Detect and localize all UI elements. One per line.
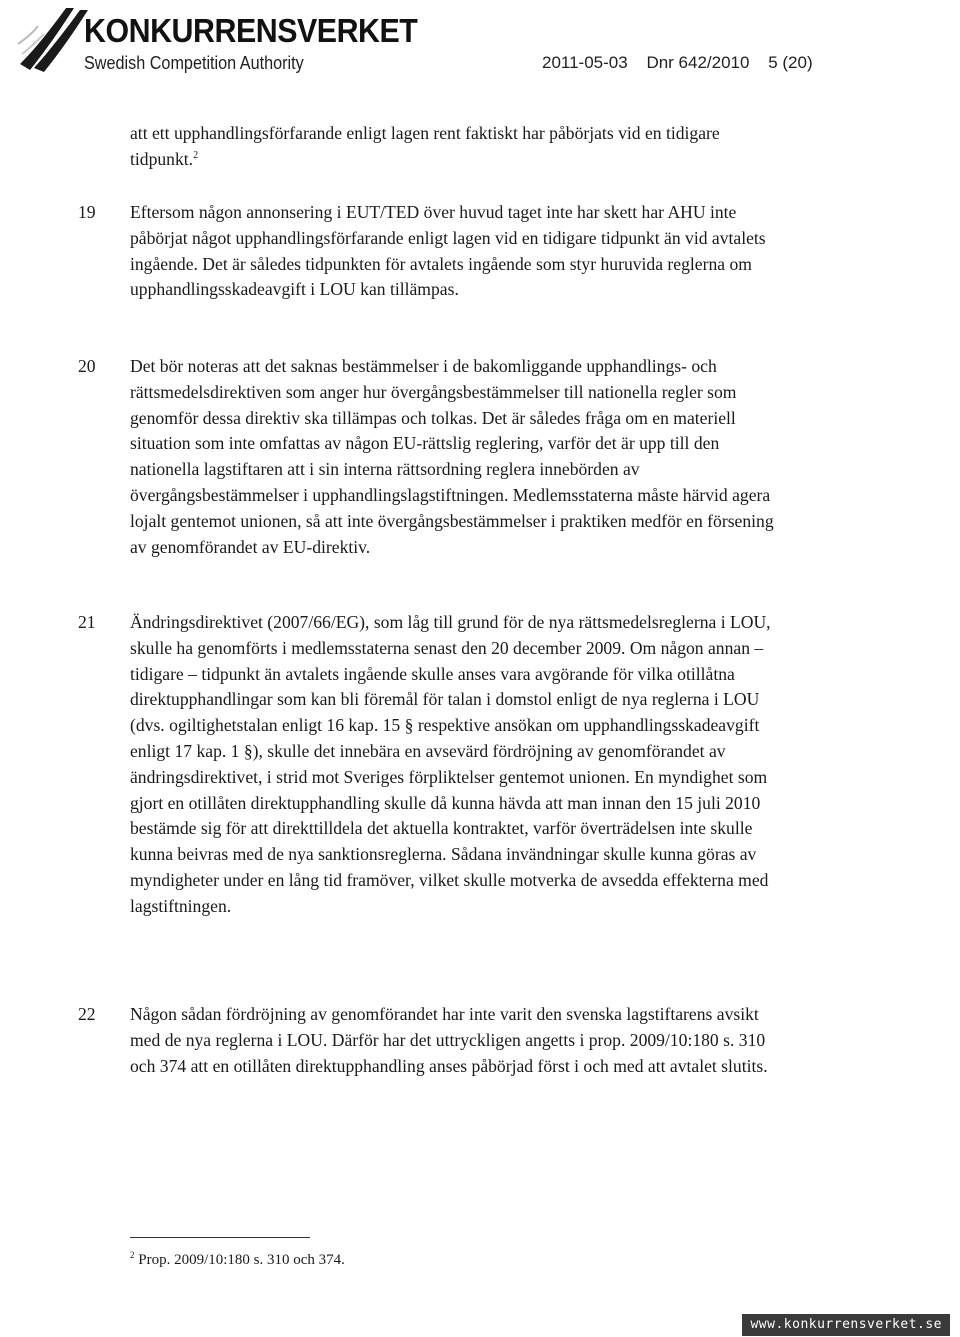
document-meta	[542, 54, 813, 71]
page-indicator: 5 (20)	[768, 53, 813, 72]
website-link[interactable]: www.konkurrensverket.se	[742, 1314, 950, 1336]
footnote-reference: 2	[193, 149, 199, 161]
organization-subtitle: Swedish Competition Authority	[84, 53, 304, 73]
footnote	[130, 1250, 345, 1270]
footnote-divider	[130, 1237, 310, 1238]
footnote-text: Prop. 2009/10:180 s. 310 och 374.	[138, 1252, 345, 1268]
paragraph-number: 20	[78, 356, 96, 376]
paragraph-20: Det bör noteras att det saknas bestämmelser i de bakomliggande upphandlings- och rättsmedelsdirektiven som anger hur övergångsbestämmelser till nationella regler som genomför dessa direktiv ska tillämpas och tolkas. Det är således fråga om en materiell situation som inte omfattas av någon EU-rättslig reglering, varför det är upp till den nationella lagstiftaren att i sin interna rättsordning reglera innebörden av övergångsbestämmelser i upphandlingslagstiftningen. Medlemsstaterna måste härvid agera lojalt gentemot unionen, så att inte övergångsbestämmelser i praktiken medför en försening av genomförandet av EU-direktiv.	[130, 356, 774, 557]
paragraph-22: Någon sådan fördröjning av genomförandet har inte varit den svenska lagstiftarens avsikt med de nya reglerna i LOU. Därför har det uttryckligen angetts i prop. 2009/10:180 s. 310 och 374 att en otillåten direktupphandling anses påbörjad först i och med att avtalet slutits.	[130, 1004, 768, 1076]
organization-name: KONKURRENSVERKET	[84, 12, 418, 49]
paragraph-continuation	[130, 121, 790, 173]
paragraph-text: att ett upphandlingsförfarande enligt lagen rent faktiskt har påbörjats vid en tidigare tidpunkt.	[130, 123, 720, 169]
footnote-number: 2	[130, 1250, 135, 1260]
paragraph-number: 22	[78, 1004, 96, 1024]
document-dnr: Dnr 642/2010	[646, 53, 750, 72]
paragraph-number: 19	[78, 202, 96, 222]
paragraph-number: 21	[78, 612, 96, 632]
document-date: 2011-05-03	[542, 53, 628, 72]
paragraph-21: Ändringsdirektivet (2007/66/EG), som låg till grund för de nya rättsmedelsreglerna i LOU, skulle ha genomförts i medlemsstaterna senast den 20 december 2009. Om någon annan – tidigare – tidpunkt än avtalets ingående skulle anses vara avgörande för vilka otillåtna direktupphandlingar som kan bli föremål för talan i domstol enligt de nya reglerna i LOU (dvs. ogiltighetstalan enligt 16 kap. 15 § respektive ansökan om upphandlingsskadeavgift enligt 17 kap. 1 §), skulle det innebära en avsevärd fördröjning av genomförandet av ändringsdirektivet, i strid mot Sveriges förpliktelser gentemot unionen. En myndighet som gjort en otillåten direktupphandling skulle då kunna hävda att man innan den 15 juli 2010 bestämde sig för att direkttilldela det aktuella kontraktet, varför överträdelsen inte skulle kunna beivras med de nya sanktionsreglerna. Sådana invändningar skulle kunna göras av myndigheter under en lång tid framöver, vilket skulle motverka de avsedda effekterna med lagstiftningen.	[130, 612, 771, 916]
paragraph-19: Eftersom någon annonsering i EUT/TED över huvud taget inte har skett har AHU inte påbörjat något upphandlingsförfarande enligt lagen vid en tidigare tidpunkt än vid avtalets ingående. Det är således tidpunkten för avtalets ingående som styr huruvida reglerna om upphandlingsskadeavgift i LOU kan tillämpas.	[130, 202, 766, 300]
